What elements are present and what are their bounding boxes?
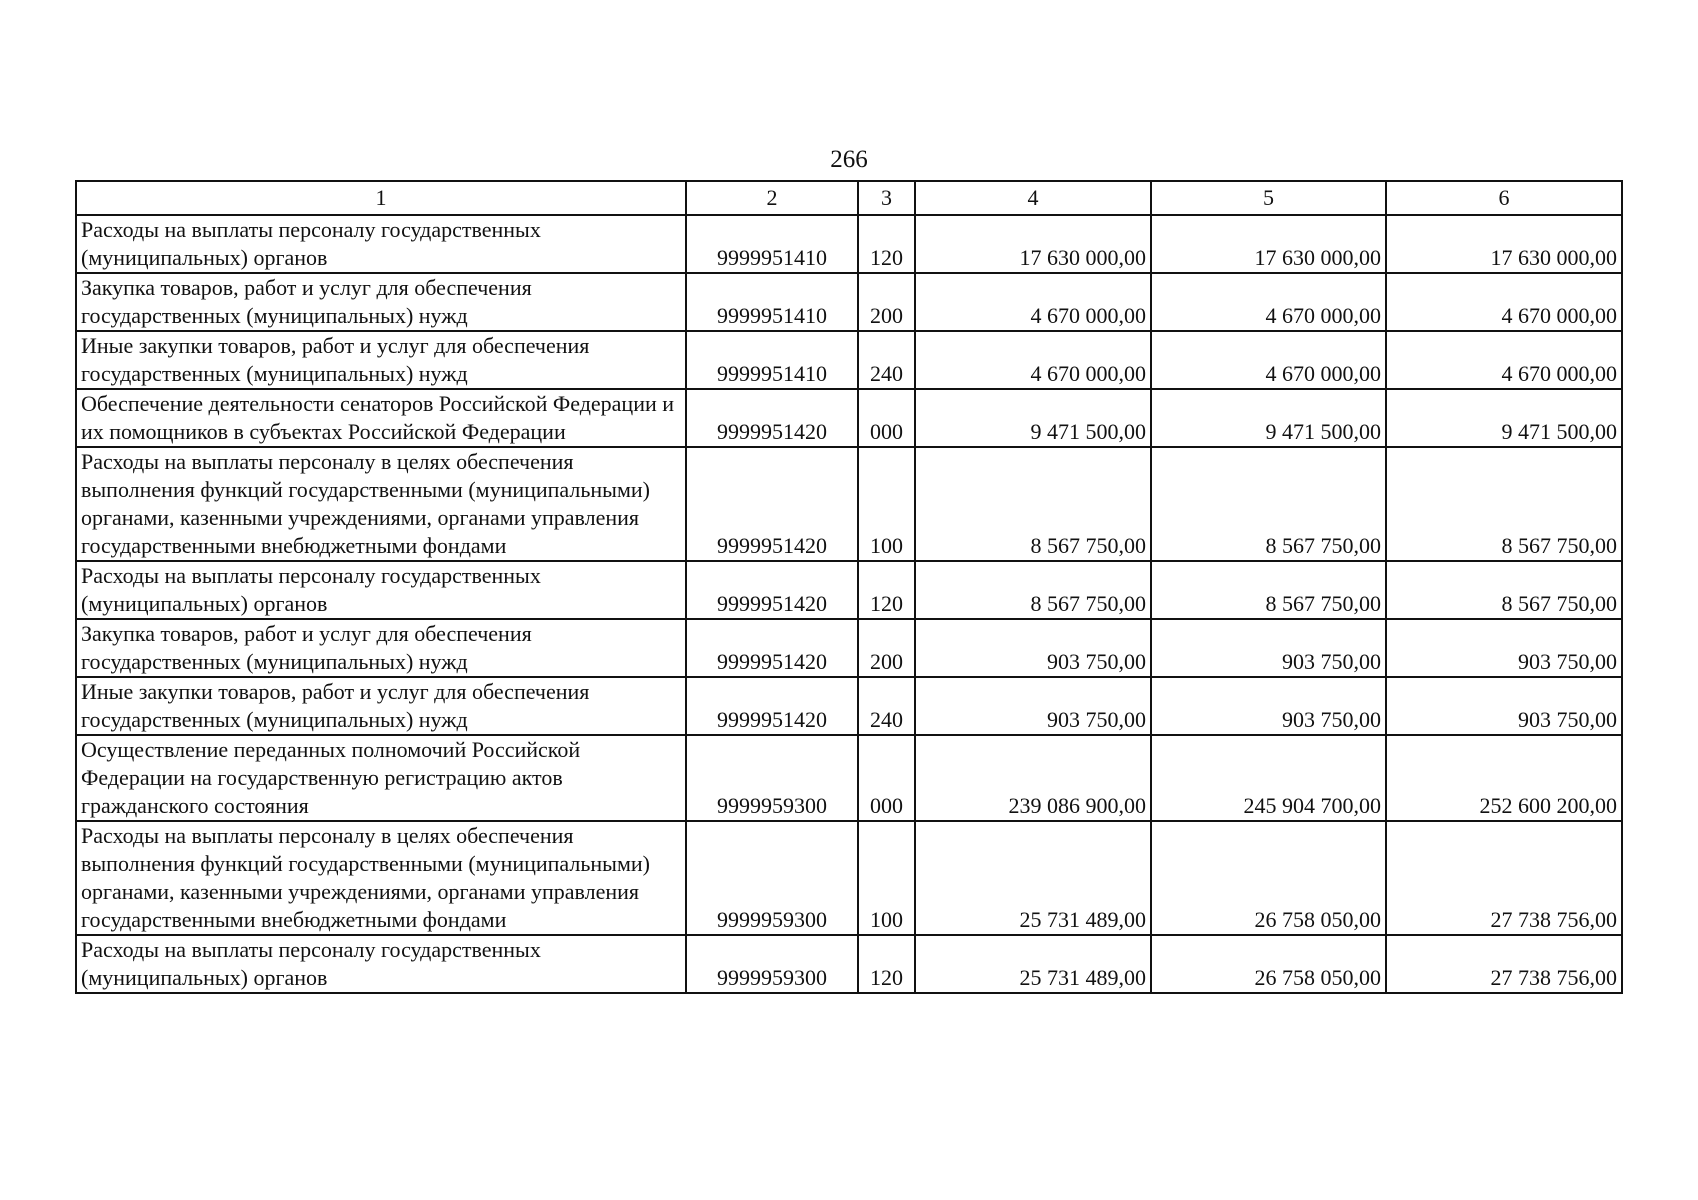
expense-name-cell: Осуществление переданных полномочий Российской Федерации на государственную регистрацию актов гражданского состояния bbox=[76, 735, 686, 821]
column-header: 1 bbox=[76, 181, 686, 215]
target-code-cell: 9999959300 bbox=[686, 821, 858, 935]
amount-col4-cell: 17 630 000,00 bbox=[915, 215, 1151, 273]
amount-col5-cell: 9 471 500,00 bbox=[1151, 389, 1386, 447]
amount-col6-cell: 4 670 000,00 bbox=[1386, 273, 1622, 331]
expense-name-cell: Расходы на выплаты персоналу в целях обеспечения выполнения функций государственными (муниципальными) органами, казенными учреждениями, органами управления государственными внебюджетными фондами bbox=[76, 447, 686, 561]
amount-col5-cell: 4 670 000,00 bbox=[1151, 273, 1386, 331]
table-header-row bbox=[76, 181, 1622, 215]
amount-col6-cell: 903 750,00 bbox=[1386, 677, 1622, 735]
amount-col6-cell: 4 670 000,00 bbox=[1386, 331, 1622, 389]
amount-col5-cell: 26 758 050,00 bbox=[1151, 821, 1386, 935]
amount-col4-cell: 239 086 900,00 bbox=[915, 735, 1151, 821]
table-row bbox=[76, 389, 1622, 447]
expense-name-cell: Закупка товаров, работ и услуг для обеспечения государственных (муниципальных) нужд bbox=[76, 273, 686, 331]
table-row bbox=[76, 677, 1622, 735]
table-row bbox=[76, 273, 1622, 331]
expense-name-cell: Расходы на выплаты персоналу государственных (муниципальных) органов bbox=[76, 561, 686, 619]
amount-col4-cell: 8 567 750,00 bbox=[915, 561, 1151, 619]
table-body bbox=[76, 215, 1622, 993]
amount-col5-cell: 8 567 750,00 bbox=[1151, 561, 1386, 619]
column-header: 2 bbox=[686, 181, 858, 215]
target-code-cell: 9999959300 bbox=[686, 935, 858, 993]
target-code-cell: 9999959300 bbox=[686, 735, 858, 821]
table-row bbox=[76, 561, 1622, 619]
expense-type-cell: 240 bbox=[858, 331, 915, 389]
target-code-cell: 9999951420 bbox=[686, 447, 858, 561]
amount-col6-cell: 27 738 756,00 bbox=[1386, 935, 1622, 993]
expense-type-cell: 200 bbox=[858, 619, 915, 677]
target-code-cell: 9999951410 bbox=[686, 215, 858, 273]
target-code-cell: 9999951410 bbox=[686, 331, 858, 389]
expense-type-cell: 000 bbox=[858, 389, 915, 447]
target-code-cell: 9999951420 bbox=[686, 619, 858, 677]
expense-type-cell: 120 bbox=[858, 215, 915, 273]
amount-col5-cell: 26 758 050,00 bbox=[1151, 935, 1386, 993]
expense-name-cell: Иные закупки товаров, работ и услуг для обеспечения государственных (муниципальных) нужд bbox=[76, 677, 686, 735]
amount-col6-cell: 17 630 000,00 bbox=[1386, 215, 1622, 273]
amount-col4-cell: 25 731 489,00 bbox=[915, 935, 1151, 993]
amount-col6-cell: 8 567 750,00 bbox=[1386, 561, 1622, 619]
amount-col6-cell: 903 750,00 bbox=[1386, 619, 1622, 677]
amount-col5-cell: 4 670 000,00 bbox=[1151, 331, 1386, 389]
amount-col4-cell: 25 731 489,00 bbox=[915, 821, 1151, 935]
expense-type-cell: 100 bbox=[858, 821, 915, 935]
amount-col4-cell: 9 471 500,00 bbox=[915, 389, 1151, 447]
column-header: 3 bbox=[858, 181, 915, 215]
table-row bbox=[76, 821, 1622, 935]
column-header: 6 bbox=[1386, 181, 1622, 215]
expense-type-cell: 000 bbox=[858, 735, 915, 821]
expense-name-cell: Расходы на выплаты персоналу в целях обеспечения выполнения функций государственными (муниципальными) органами, казенными учреждениями, органами управления государственными внебюджетными фондами bbox=[76, 821, 686, 935]
expense-type-cell: 240 bbox=[858, 677, 915, 735]
column-header: 4 bbox=[915, 181, 1151, 215]
table-row bbox=[76, 619, 1622, 677]
amount-col6-cell: 9 471 500,00 bbox=[1386, 389, 1622, 447]
amount-col4-cell: 903 750,00 bbox=[915, 677, 1151, 735]
amount-col5-cell: 903 750,00 bbox=[1151, 677, 1386, 735]
expense-type-cell: 120 bbox=[858, 935, 915, 993]
amount-col5-cell: 903 750,00 bbox=[1151, 619, 1386, 677]
table-row bbox=[76, 735, 1622, 821]
amount-col5-cell: 8 567 750,00 bbox=[1151, 447, 1386, 561]
target-code-cell: 9999951420 bbox=[686, 561, 858, 619]
table-row bbox=[76, 215, 1622, 273]
table-row bbox=[76, 331, 1622, 389]
target-code-cell: 9999951420 bbox=[686, 677, 858, 735]
expense-type-cell: 100 bbox=[858, 447, 915, 561]
amount-col6-cell: 8 567 750,00 bbox=[1386, 447, 1622, 561]
expense-name-cell: Расходы на выплаты персоналу государственных (муниципальных) органов bbox=[76, 215, 686, 273]
budget-table bbox=[75, 180, 1623, 994]
expense-name-cell: Расходы на выплаты персоналу государственных (муниципальных) органов bbox=[76, 935, 686, 993]
expense-type-cell: 120 bbox=[858, 561, 915, 619]
table-row bbox=[76, 447, 1622, 561]
target-code-cell: 9999951420 bbox=[686, 389, 858, 447]
expense-name-cell: Закупка товаров, работ и услуг для обеспечения государственных (муниципальных) нужд bbox=[76, 619, 686, 677]
expense-name-cell: Обеспечение деятельности сенаторов Российской Федерации и их помощников в субъектах Российской Федерации bbox=[76, 389, 686, 447]
page-number: 266 bbox=[830, 146, 868, 173]
amount-col4-cell: 4 670 000,00 bbox=[915, 273, 1151, 331]
amount-col5-cell: 17 630 000,00 bbox=[1151, 215, 1386, 273]
expense-type-cell: 200 bbox=[858, 273, 915, 331]
column-header: 5 bbox=[1151, 181, 1386, 215]
amount-col4-cell: 4 670 000,00 bbox=[915, 331, 1151, 389]
amount-col5-cell: 245 904 700,00 bbox=[1151, 735, 1386, 821]
table-row bbox=[76, 935, 1622, 993]
target-code-cell: 9999951410 bbox=[686, 273, 858, 331]
expense-name-cell: Иные закупки товаров, работ и услуг для обеспечения государственных (муниципальных) нужд bbox=[76, 331, 686, 389]
amount-col4-cell: 8 567 750,00 bbox=[915, 447, 1151, 561]
amount-col6-cell: 252 600 200,00 bbox=[1386, 735, 1622, 821]
amount-col6-cell: 27 738 756,00 bbox=[1386, 821, 1622, 935]
amount-col4-cell: 903 750,00 bbox=[915, 619, 1151, 677]
